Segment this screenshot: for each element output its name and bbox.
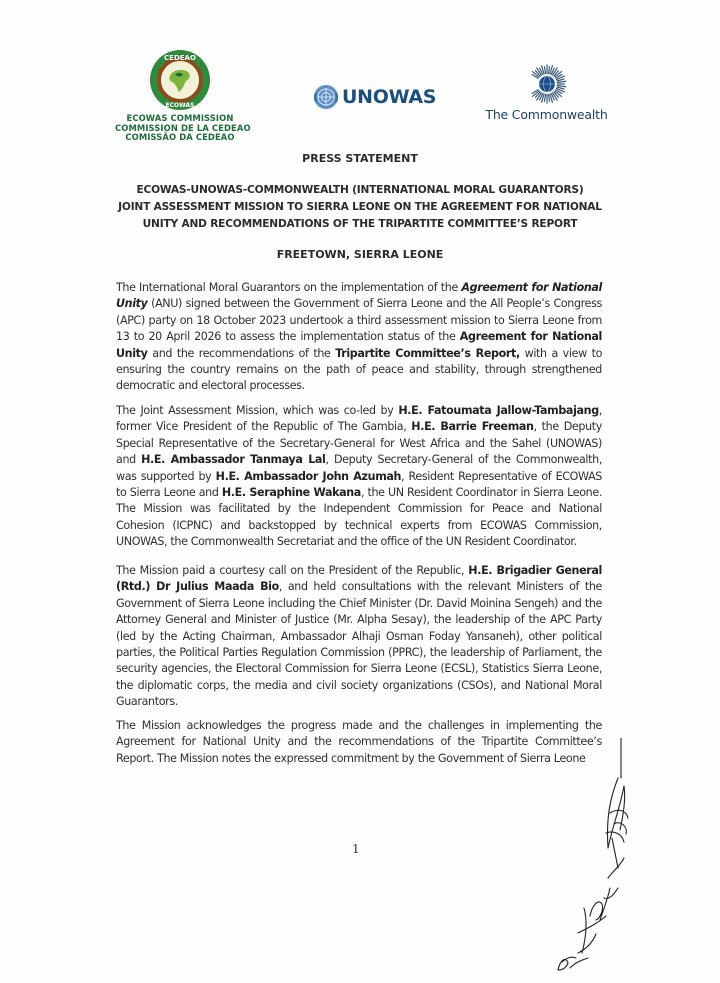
sunburst-ray xyxy=(544,94,545,102)
text-run: , and held consultations with the relevant Ministers of the Government of Sierra Leone including the Chief Minister (Dr. David Moinina Sengeh) and the Attorney General and Minister of Justice (Mr. Alpha Sesay), the leadership of the APC Party (led by the Acting Chairman, Ambassador Alhaji Osman Foday Yansaneh), other political parties, the Political Parties Regulation Commission (PPRC), the leadership of Parliament, the security agencies, the Electoral Commission for Sierra Leone (ECSL), Statistics Sierra Leone, the diplomatic corps, the media and civil society organizations (CSOs), and National Moral Guarantors. xyxy=(116,580,602,709)
text-run: and the recommendations of the xyxy=(147,346,336,360)
text-run: , Deputy Secretary-General of the Commonwealth, was supported by xyxy=(116,453,603,483)
bold-run: H.E. Fatoumata Jallow-Tambajang xyxy=(398,404,599,417)
ecowas-emblem-icon xyxy=(148,48,212,112)
ecowas-logo xyxy=(115,48,251,143)
bold-run: H.E. Brigadier General (Rtd.) Dr Julius Maada Bio xyxy=(116,564,602,594)
text-run: The International Moral Guarantors on the implementation of the xyxy=(116,281,462,294)
emblem-top-text: CEDEAO xyxy=(164,54,196,62)
paragraph-consultations xyxy=(116,563,602,711)
signature-3 xyxy=(558,957,588,970)
title-line: UNITY AND RECOMMENDATIONS OF THE TRIPARTITE COMMITTEE’S REPORT xyxy=(142,218,578,230)
ecowas-line-en: ECOWAS COMMISSION xyxy=(126,113,234,123)
unowas-logo-text: UNOWAS xyxy=(342,86,437,108)
ecowas-line-fr: COMMISSION DE LA CEDEAO xyxy=(115,122,251,133)
page-number: 1 xyxy=(352,842,360,856)
signature-1 xyxy=(606,738,628,868)
ecowas-line-pt: COMISSÃO DA CEDEAO xyxy=(125,132,235,143)
emblem-bottom-text: ECOWAS xyxy=(165,102,195,109)
text-run: The Joint Assessment Mission, which was co-led by xyxy=(116,404,399,417)
text-run: , the UN Resident Coordinator in Sierra Leone. The Mission was facilitated by the Independent Commission for Peace and National Cohesion (ICPNC) and backstopped by technical experts from ECOWAS Commission, UNOWAS, the Commonwealth Secretariat and the office of the UN Resident Coordinator. xyxy=(116,486,603,549)
sunburst-ray xyxy=(548,66,549,74)
paragraph-acknowledgement xyxy=(116,718,602,767)
bold-run: H.E. Seraphine Wakana xyxy=(221,486,361,500)
sunburst-ray xyxy=(556,81,565,82)
sunburst-ray xyxy=(548,94,549,102)
text-run: , the Deputy Special Representative of the Secretary-General for West Africa and the Sahel (UNOWAS) and xyxy=(116,420,602,467)
text-run: The Mission paid a courtesy call on the President of the Republic, xyxy=(116,564,469,577)
bold-run: Tripartite Committee’s Report, xyxy=(335,346,520,360)
sunburst-ray xyxy=(544,66,545,74)
text-run: The Mission acknowledges the progress made and the challenges in implementing the Agreement for National Unity and the recommendations of the Tripartite Committee’s Report. The Mission notes the expressed commitment by the Government of Sierra Leone xyxy=(116,719,602,765)
document-type-heading: PRESS STATEMENT xyxy=(302,152,418,165)
text-run: (ANU) signed between the Government of Sierra Leone and the All People’s Congress (APC) party on 18 October 2023 undertook a third assessment mission to Sierra Leone from 13 to 20 April 2026 to assess the implementation status of the xyxy=(116,297,602,344)
text-run: , Resident Representative of ECOWAS to Sierra Leone and xyxy=(116,469,603,500)
commonwealth-logo xyxy=(484,64,609,122)
signature-2 xyxy=(578,858,624,953)
text-run: , former Vice President of the Republic of The Gambia, xyxy=(116,404,602,434)
un-emblem-icon xyxy=(313,84,339,110)
bold-run: Agreement for National Unity xyxy=(116,330,602,360)
paragraph-mission-purpose xyxy=(116,280,602,395)
bold-run: Agreement for National Unity xyxy=(116,281,602,311)
signatures-margin xyxy=(548,738,648,978)
ecowas-logo-text xyxy=(115,113,251,143)
title-line: ECOWAS-UNOWAS-COMMONWEALTH (INTERNATIONAL MORAL GUARANTORS) xyxy=(136,184,584,196)
header-logos xyxy=(0,48,720,148)
paragraph-mission-composition xyxy=(116,403,602,551)
unowas-logo xyxy=(313,84,436,110)
document-title xyxy=(110,182,610,233)
bold-run: H.E. Ambassador Tanmaya Lal xyxy=(141,453,326,467)
text-run: with a view to ensuring the country remains on the path of peace and stability, through strengthened democratic and electoral processes. xyxy=(116,346,603,393)
handwritten-signatures xyxy=(548,738,648,978)
sunburst-ray xyxy=(556,85,565,86)
commonwealth-logo-text: The Commonwealth xyxy=(485,107,608,122)
bold-run: H.E. Ambassador John Azumah xyxy=(215,469,402,483)
title-line: JOINT ASSESSMENT MISSION TO SIERRA LEONE ON THE AGREEMENT FOR NATIONAL xyxy=(118,201,602,213)
dateline: FREETOWN, SIERRA LEONE xyxy=(276,248,444,261)
bold-run: H.E. Barrie Freeman xyxy=(411,420,534,434)
commonwealth-emblem-icon xyxy=(527,64,567,104)
